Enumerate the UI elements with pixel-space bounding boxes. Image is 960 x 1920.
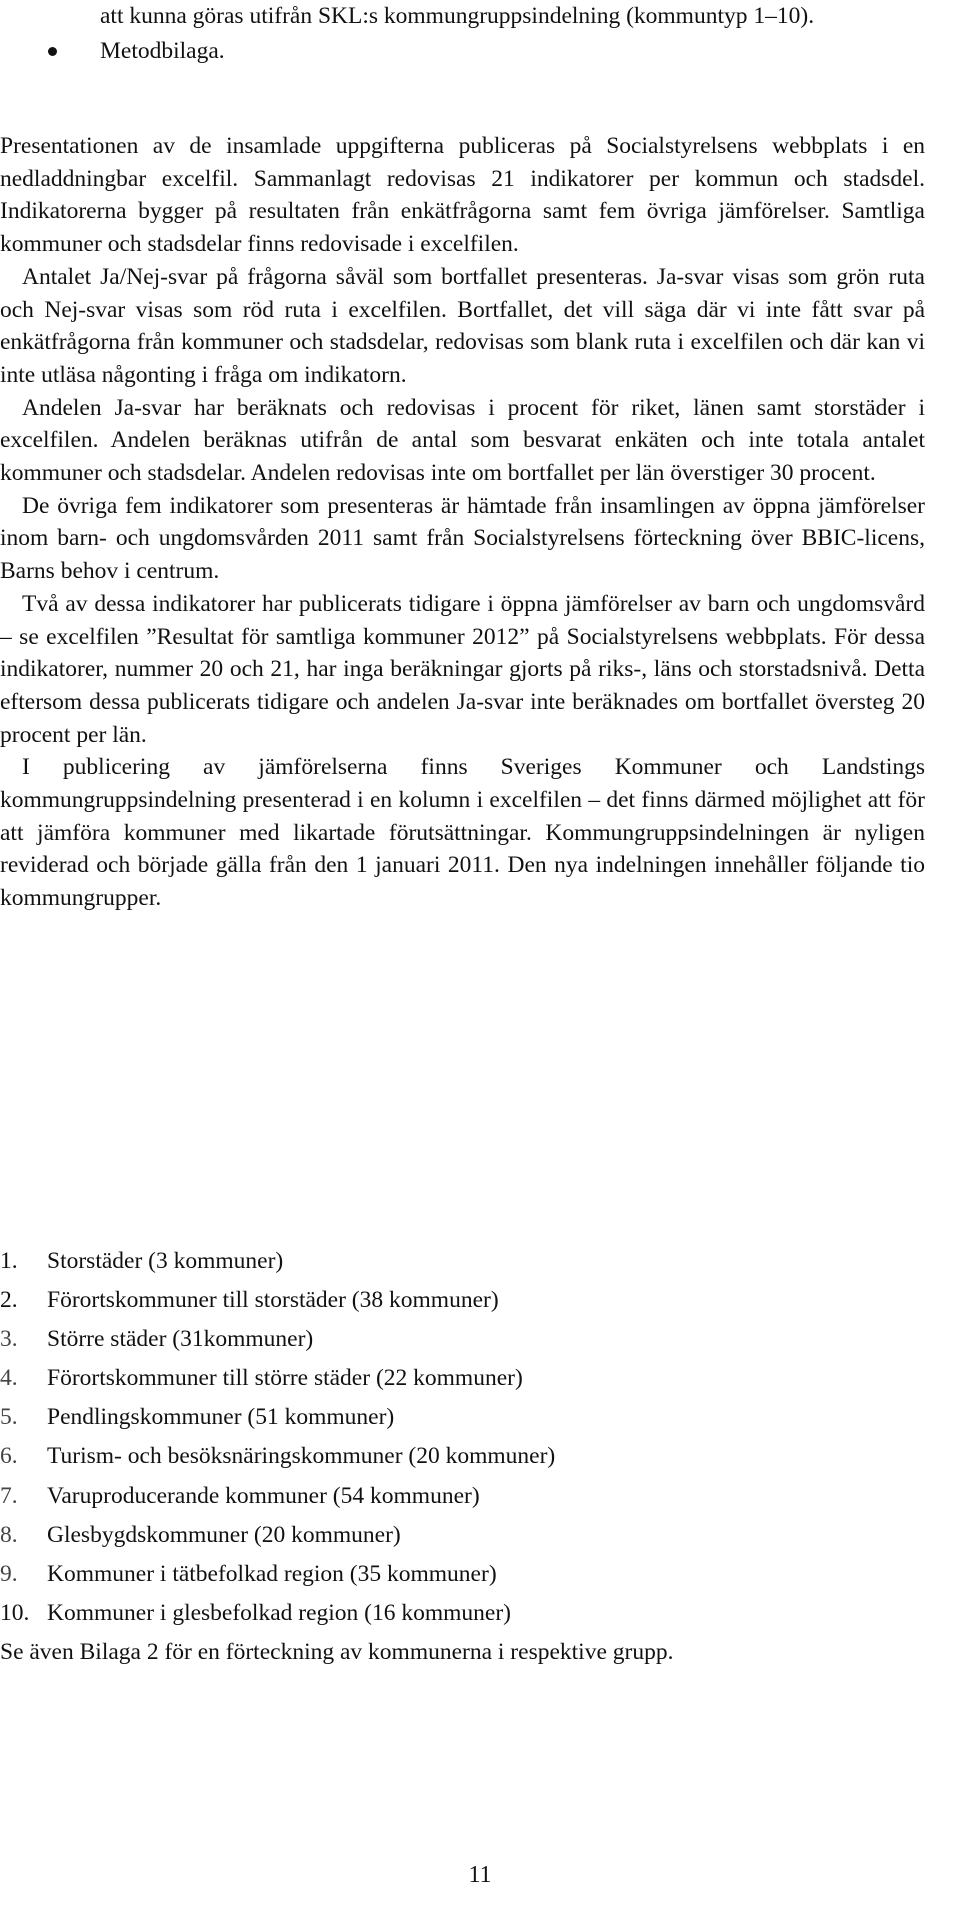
list-number: 5. [0,1404,18,1431]
list-item [0,1281,900,1320]
bullet-text: Metodbilaga. [100,37,225,64]
list-text: Storstäder (3 kommuner) [47,1248,284,1274]
paragraph: Presentationen av de insamlade uppgifterna publiceras på Socialstyrelsens webbplats i en nedladdningbar excelfil. Sammanlagt redovisas 21 indikatorer per kommun och stadsdel. Indikatorerna bygger på resultaten från enkätfrågorna samt fem övriga jämförelser. Samtliga kommuner och stadsdelar finns redovisade i excelfilen. [0,133,925,258]
list-number: 8. [0,1521,18,1548]
paragraph: I publicering av jämförelserna finns Sveriges Kommuner och Landstings kommungruppsindelning presenterad i en kolumn i excelfilen – det finns därmed möjlighet att för att jämföra kommuner med likartade förutsättningar. Kommungruppsindelningen är nyligen reviderad och började gälla från den 1 januari 2011. Den nya indelningen innehåller följande tio kommungrupper. [0,754,925,912]
list-text: Större städer (31kommuner) [47,1326,314,1353]
list-text: Förortskommuner till storstäder (38 kommuner) [47,1287,499,1314]
list-number: 7. [0,1482,18,1509]
list-item [0,1398,900,1437]
list-text: Förortskommuner till större städer (22 kommuner) [47,1365,523,1392]
page-number: 11 [468,1862,492,1888]
list-item [0,1555,900,1594]
list-number: 2. [0,1287,18,1314]
list-item [0,1477,900,1516]
bullet-dot-icon [48,47,57,56]
list-item [0,1516,900,1555]
bullet-list [0,0,940,67]
paragraph: Antalet Ja/Nej-svar på frågorna såväl som bortfallet presenteras. Ja-svar visas som grön ruta och Nej-svar visas som röd ruta i excelfilen. Bortfallet, det vill säga där vi inte fått svar på enkätfrågorna från kommuner och stadsdelar, redovisas som blank ruta i excelfilen och där kan vi inte utläsa någonting i fråga om indikatorn. [0,263,925,388]
bullet-item [0,0,940,33]
body-text [0,130,925,915]
bullet-text: att kunna göras utifrån SKL:s kommungruppsindelning (kommuntyp 1–10). [100,3,815,29]
paragraph: Två av dessa indikatorer har publicerats tidigare i öppna jämförelser av barn och ungdomsvård – se excelfilen ”Resultat för samtliga kommuner 2012” på Socialstyrelsens webbplats. För dessa indikatorer, nummer 20 och 21, har inga beräkningar gjorts på riks-, läns och storstadsnivå. Detta eftersom dessa publicerats tidigare och andelen Ja-svar inte beräknades om bortfallet översteg 20 procent per län. [0,590,925,748]
list-item [0,1437,900,1476]
list-number: 4. [0,1365,18,1392]
list-text: Kommuner i tätbefolkad region (35 kommuner) [47,1560,497,1587]
paragraph: De övriga fem indikatorer som presenteras är hämtade från insamlingen av öppna jämförelser inom barn- och ungdomsvården 2011 samt från Socialstyrelsens förteckning över BBIC-licens, Barns behov i centrum. [0,492,925,585]
list-text: Glesbygdskommuner (20 kommuner) [47,1521,401,1548]
paragraph: Andelen Ja-svar har beräknats och redovisas i procent för riket, länen samt storstäder i excelfilen. Andelen beräknas utifrån de antal som besvarat enkäten och inte totala antalet kommuner och stadsdelar. Andelen redovisas inte om bortfallet per län överstiger 30 procent. [0,394,925,487]
list-text: Turism- och besöksnäringskommuner (20 kommuner) [47,1443,556,1470]
list-text: Pendlingskommuner (51 kommuner) [47,1404,395,1431]
bullet-item [0,35,940,68]
list-number: 10. [0,1599,30,1626]
list-number: 9. [0,1560,18,1587]
list-item [0,1359,900,1398]
list-text: Kommuner i glesbefolkad region (16 kommuner) [47,1599,512,1626]
list-item [0,1594,900,1633]
closing-sentence: Se även Bilaga 2 för en förteckning av kommunerna i respektive grupp. [0,1639,674,1665]
list-item [0,1242,900,1281]
list-number: 3. [0,1326,18,1353]
list-text: Varuproducerande kommuner (54 kommuner) [47,1482,480,1509]
list-number: 1. [0,1248,18,1274]
list-number: 6. [0,1443,18,1470]
list-item [0,1320,900,1359]
municipality-group-list [0,1242,900,1633]
